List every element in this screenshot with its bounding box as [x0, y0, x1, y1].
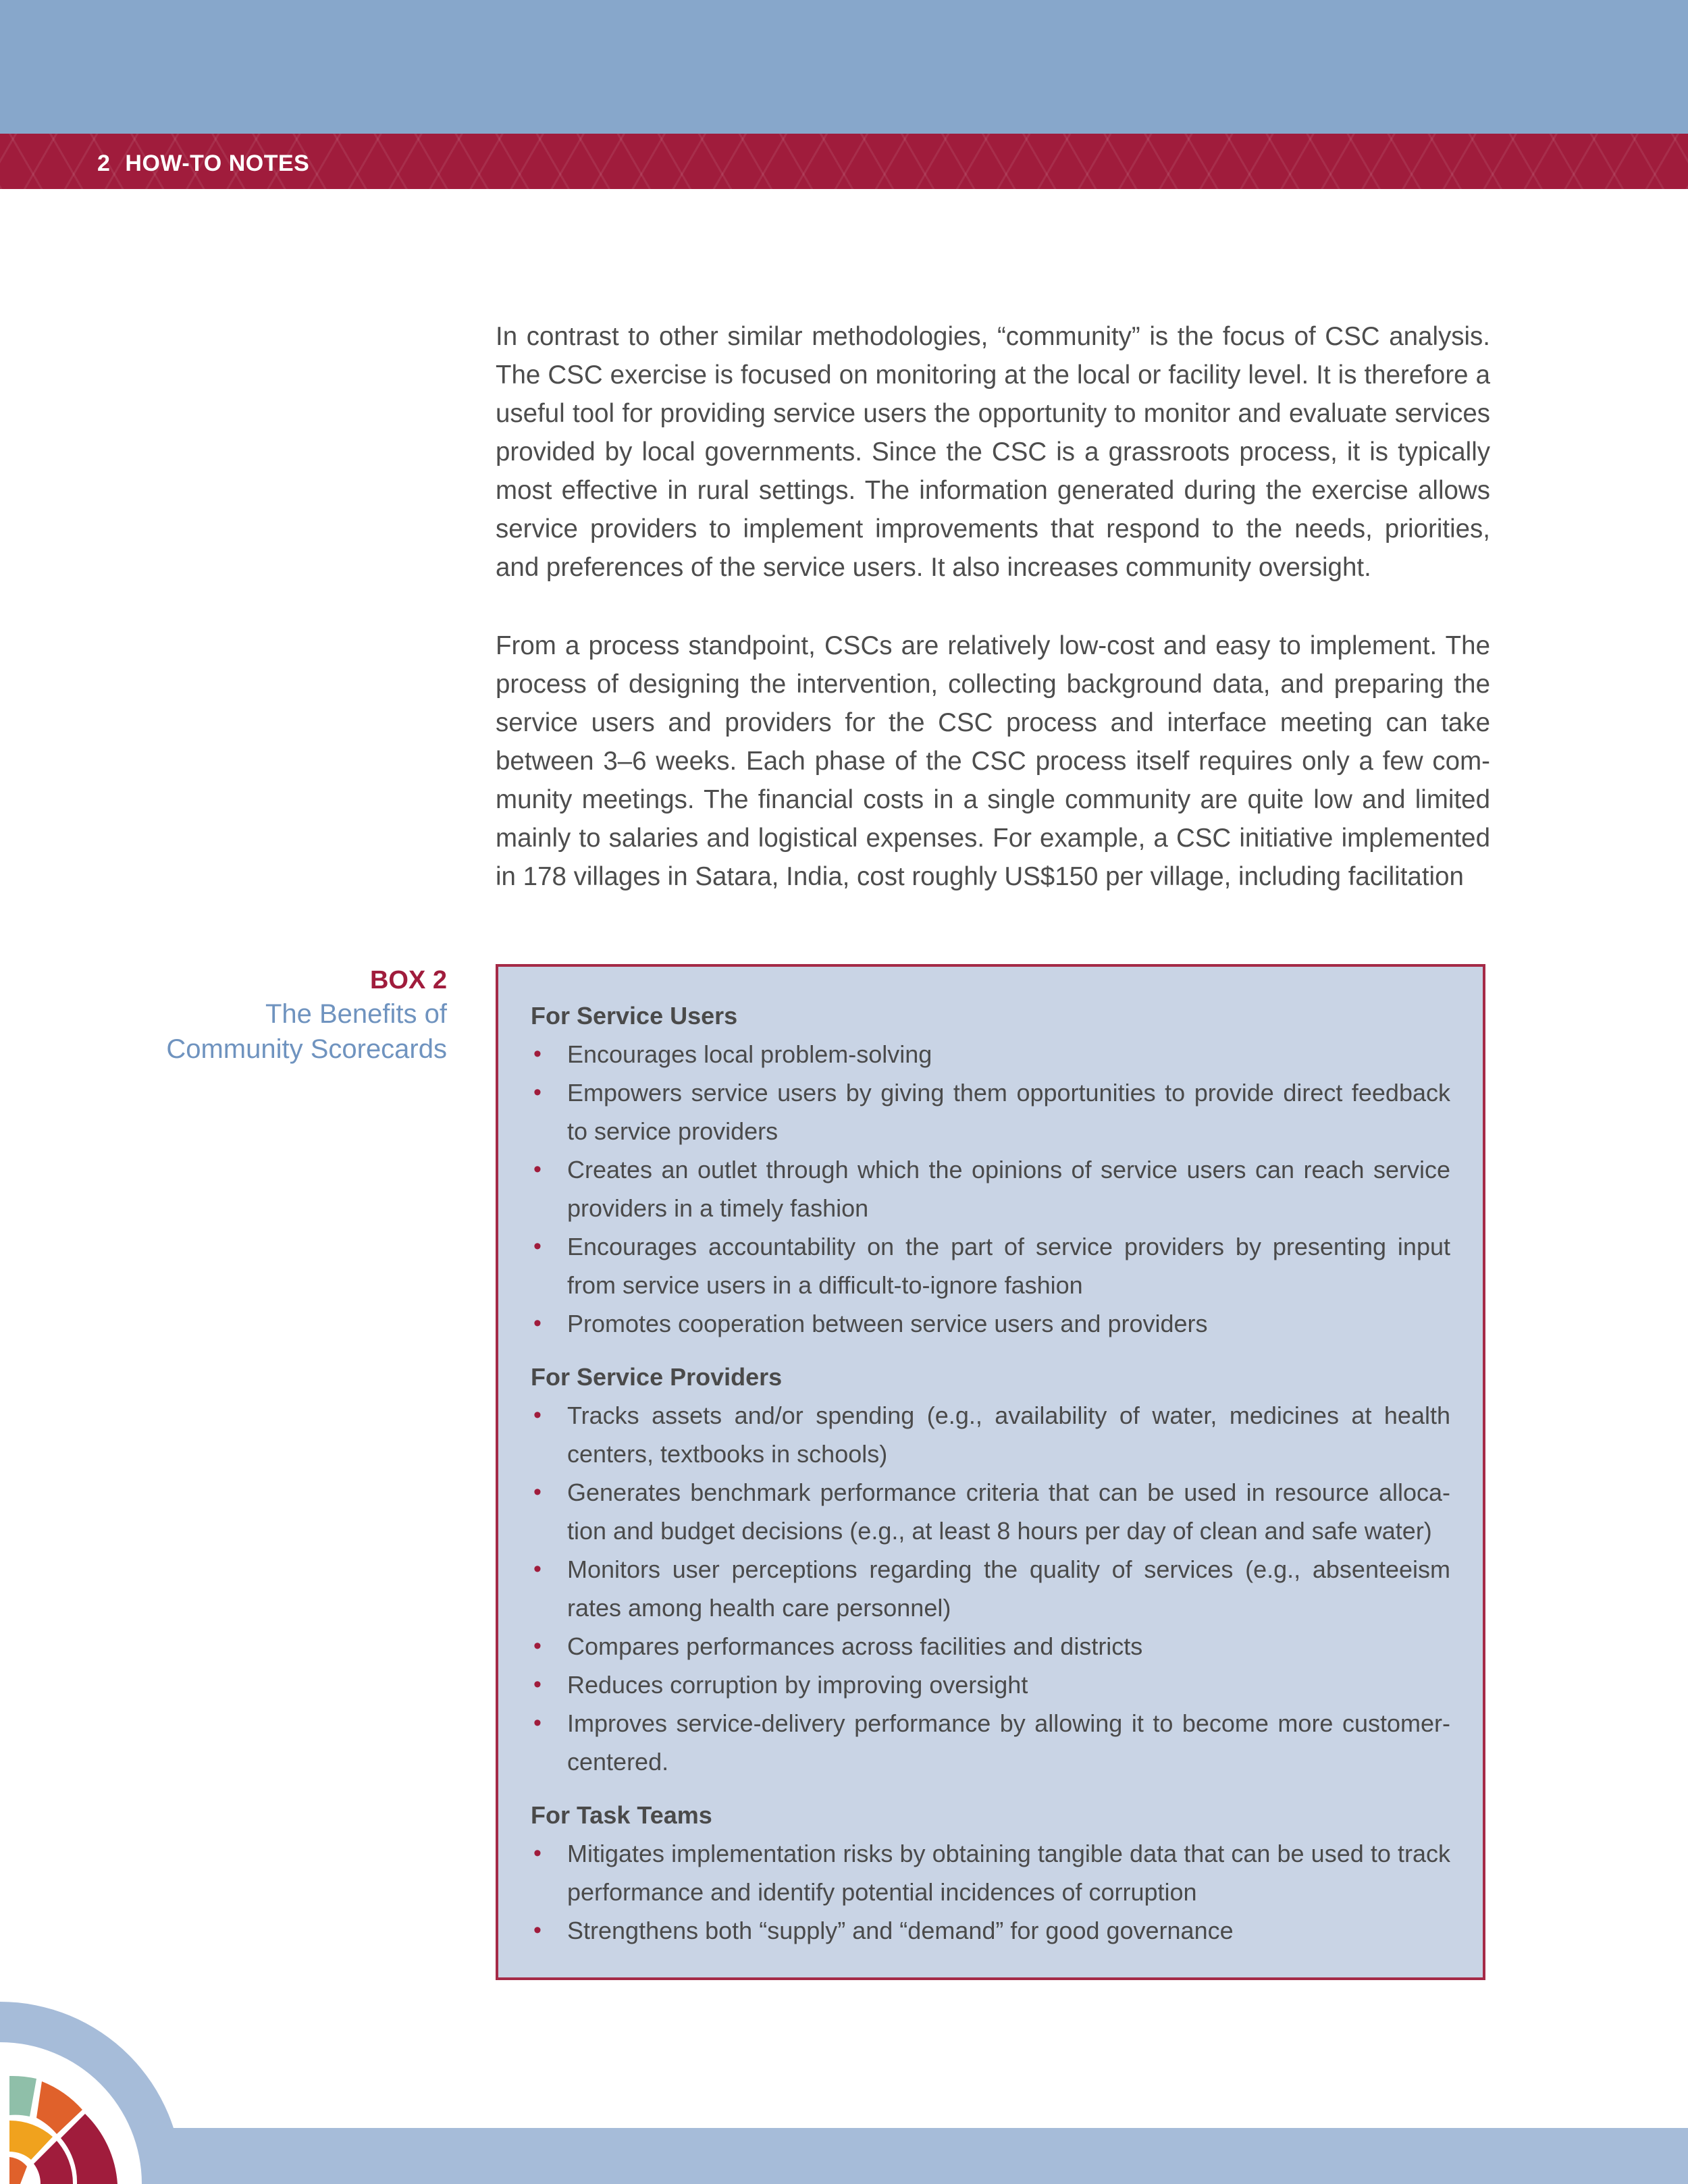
- bullet-icon: •: [533, 1840, 542, 1866]
- bullet-icon: •: [533, 1479, 542, 1505]
- top-banner: [0, 0, 1688, 134]
- bullet-icon: •: [533, 1041, 542, 1067]
- list-item: [531, 1704, 1450, 1781]
- bullet-icon: •: [533, 1310, 542, 1336]
- body-paragraph-2: From a process standpoint, CSCs are relatively low-cost and easy to implement. The process of designing the intervention, collecting background data, and preparing the service users and providers for the CSC process and interface meeting can take between 3–6 weeks. Each phase of the CSC process itself requires only a few community meetings. The financial costs in a single community are quite low and limited mainly to salaries and logistical expenses. For example, a CSC initiative implemented in 178 villages in Satara, India, cost roughly US$150 per village, including facilitation: [496, 631, 1490, 891]
- bullet-icon: •: [533, 1556, 542, 1582]
- bottom-banner: [0, 2128, 1688, 2184]
- bullet-icon: •: [533, 1156, 542, 1182]
- list-item: [531, 1227, 1450, 1304]
- list-item: [531, 1150, 1450, 1227]
- box-side-title: [122, 964, 447, 1067]
- body-paragraph-1: In contrast to other similar methodologies, “community” is the focus of CSC analysis. The CSC exercise is focused on monitoring at the local or facility level. It is therefore a useful tool for providing service users the opportunity to monitor and evaluate services provided by local governments. Since the CSC is a grassroots process, it is typically most effective in rural settings. The information generated during the exercise allows service providers to implement improvements that respond to the needs, priorities, and preferences of the service users. It also increases community oversight.: [496, 322, 1490, 582]
- bullet-icon: •: [533, 1402, 542, 1428]
- box-number: BOX 2: [369, 966, 447, 994]
- list-item-text: Tracks assets and/or spending (e.g., availability of water, medicines at health centers, textbooks in schools): [567, 1402, 1450, 1468]
- list-item: [531, 1304, 1450, 1343]
- bullet-icon: •: [533, 1672, 542, 1697]
- list-item-text: Creates an outlet through which the opinions of service users can reach service providers in a timely fashion: [567, 1156, 1450, 1222]
- list-item-text: Reduces corruption by improving oversight: [567, 1671, 1028, 1699]
- list-item: [531, 1396, 1450, 1473]
- list-item: [531, 1627, 1450, 1666]
- box-caption-line-2: Community Scorecards: [166, 1034, 447, 1064]
- benefits-box: [496, 964, 1485, 1980]
- box-section-service-users: [531, 996, 1450, 1343]
- list-item: [531, 1550, 1450, 1627]
- box-section-task-teams: [531, 1796, 1450, 1950]
- list-item-text: Encourages accountability on the part of service providers by presenting input from service users in a difficult-to-ignore fashion: [567, 1233, 1450, 1299]
- list-item: [531, 1666, 1450, 1704]
- corner-logo-icon: [0, 2002, 182, 2184]
- list-item: [531, 1834, 1450, 1911]
- list-item-text: Generates benchmark performance criteria that can be used in resource allocation and budget decisions (e.g., at least 8 hours per day of clean and safe water): [567, 1479, 1450, 1545]
- bullet-icon: •: [533, 1233, 542, 1259]
- list-item-text: Strengthens both “supply” and “demand” for good governance: [567, 1917, 1234, 1944]
- bullet-icon: •: [533, 1080, 542, 1105]
- list-item: [531, 1473, 1450, 1550]
- list-item-text: Encourages local problem-solving: [567, 1040, 932, 1068]
- section-heading: For Task Teams: [531, 1801, 712, 1829]
- list-item-text: Mitigates implementation risks by obtaining tangible data that can be used to track performance and identify potential incidences of corruption: [567, 1840, 1450, 1906]
- list-item: [531, 1911, 1450, 1950]
- running-header: [97, 150, 309, 177]
- bullet-list: [531, 1396, 1450, 1781]
- bullet-list: [531, 1834, 1450, 1950]
- list-item-text: Improves service-delivery performance by allowing it to become more customercentered.: [567, 1709, 1450, 1776]
- list-item-text: Compares performances across facilities and districts: [567, 1632, 1143, 1660]
- box-caption-line-1: The Benefits of: [265, 999, 447, 1029]
- list-item-text: Promotes cooperation between service users and providers: [567, 1310, 1208, 1337]
- bullet-list: [531, 1035, 1450, 1343]
- list-item-text: Monitors user perceptions regarding the quality of services (e.g., absenteeism rates among health care personnel): [567, 1555, 1450, 1622]
- bullet-icon: •: [533, 1917, 542, 1943]
- page-number: 2: [97, 151, 111, 176]
- section-heading: For Service Users: [531, 1002, 738, 1030]
- bullet-icon: •: [533, 1710, 542, 1736]
- list-item: [531, 1035, 1450, 1073]
- list-item: [531, 1073, 1450, 1150]
- box-section-service-providers: [531, 1358, 1450, 1781]
- section-label: HOW-TO NOTES: [125, 151, 310, 176]
- bullet-icon: •: [533, 1633, 542, 1659]
- list-item-text: Empowers service users by giving them opportunities to provide direct feedback to service providers: [567, 1079, 1450, 1145]
- section-heading: For Service Providers: [531, 1363, 783, 1391]
